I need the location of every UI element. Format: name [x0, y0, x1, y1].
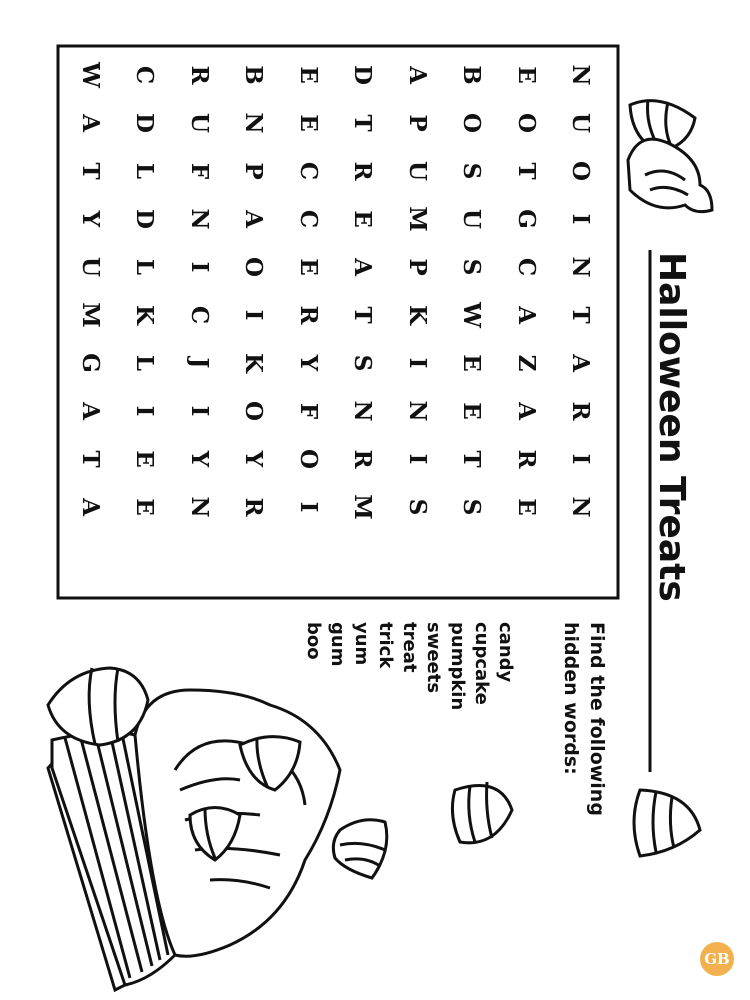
word-list-item: gum	[327, 622, 348, 667]
grid-letter[interactable]: M	[76, 302, 104, 328]
grid-letter[interactable]: R	[294, 305, 322, 325]
candy-piece-icon	[628, 139, 712, 212]
grid-letter[interactable]: P	[403, 258, 431, 276]
grid-letter[interactable]: A	[76, 402, 104, 420]
grid-letter[interactable]: K	[131, 305, 158, 325]
grid-letter[interactable]: G	[512, 209, 540, 229]
grid-letter[interactable]: D	[349, 65, 376, 85]
grid-letter[interactable]: O	[458, 112, 485, 134]
grid-letter[interactable]: T	[76, 162, 104, 180]
grid-letter[interactable]: A	[240, 210, 267, 228]
grid-letter[interactable]: E	[512, 498, 540, 516]
grid-letter[interactable]: A	[349, 258, 376, 276]
grid-letter[interactable]: N	[403, 400, 431, 422]
grid-letter[interactable]: J	[185, 357, 213, 369]
grid-letter[interactable]: E	[131, 450, 158, 468]
grid-letter[interactable]: R	[240, 497, 267, 517]
instructions-line-1: Find the following	[586, 622, 608, 816]
grid-letter[interactable]: U	[567, 112, 594, 134]
word-list-item: yum	[351, 622, 372, 666]
grid-letter[interactable]: I	[131, 405, 158, 417]
grid-letter[interactable]: A	[512, 402, 540, 420]
grid-letter[interactable]: B	[240, 65, 267, 85]
word-list-item: boo	[303, 622, 324, 660]
grid-letter[interactable]: E	[294, 114, 322, 132]
grid-letter[interactable]: T	[512, 162, 540, 180]
grid-letter[interactable]: Z	[512, 354, 540, 372]
grid-letter[interactable]: N	[567, 256, 594, 278]
grid-letter[interactable]: C	[185, 305, 213, 325]
grid-letter[interactable]: G	[76, 353, 104, 373]
grid-letter[interactable]: I	[240, 309, 267, 321]
grid-letter[interactable]: N	[567, 64, 594, 86]
grid-letter[interactable]: T	[349, 114, 376, 132]
grid-letter[interactable]: R	[512, 449, 540, 469]
grid-letter[interactable]: E	[294, 258, 322, 276]
grid-letter[interactable]: P	[240, 162, 267, 180]
grid-letter[interactable]: O	[240, 400, 267, 422]
candy-corn-icon	[452, 782, 512, 843]
grid-letter[interactable]: E	[294, 66, 322, 84]
grid-letter[interactable]: R	[349, 449, 376, 469]
grid-letter[interactable]: I	[403, 453, 431, 465]
grid-letter[interactable]: R	[185, 65, 213, 85]
grid-letter[interactable]: I	[567, 453, 594, 465]
grid-letter[interactable]: D	[131, 113, 158, 133]
grid-letter[interactable]: A	[76, 498, 104, 516]
grid-letter[interactable]: N	[185, 496, 213, 518]
grid-letter[interactable]: Y	[240, 450, 267, 468]
grid-letter[interactable]: S	[403, 498, 431, 516]
grid-letter[interactable]: D	[131, 209, 158, 229]
grid-letter[interactable]: I	[185, 261, 213, 273]
grid-letter[interactable]: Y	[185, 450, 213, 468]
grid-letter[interactable]: S	[458, 162, 485, 180]
grid-letter[interactable]: Y	[294, 354, 322, 372]
grid-letter[interactable]: E	[458, 402, 485, 420]
grid-letter[interactable]: S	[458, 258, 485, 276]
grid-letter[interactable]: L	[131, 162, 158, 180]
grid-letter[interactable]: I	[294, 501, 322, 513]
grid-letter[interactable]: E	[131, 498, 158, 516]
grid-letter[interactable]: I	[567, 213, 594, 225]
grid-letter[interactable]: E	[512, 66, 540, 84]
cupcake-icon	[48, 668, 340, 990]
grid-letter[interactable]: K	[240, 353, 267, 373]
grid-letter[interactable]: S	[458, 498, 485, 516]
word-list-item: pumpkin	[447, 622, 468, 711]
grid-letter[interactable]: C	[294, 161, 322, 181]
grid-letter[interactable]: B	[458, 65, 485, 85]
grid-letter[interactable]: L	[131, 354, 158, 372]
grid-letter[interactable]: W	[458, 302, 485, 328]
grid-letter[interactable]: I	[403, 357, 431, 369]
grid-letter[interactable]: Y	[76, 210, 104, 228]
grid-letter[interactable]: R	[349, 161, 376, 181]
grid-letter[interactable]: F	[294, 402, 322, 420]
grid-letter[interactable]: C	[512, 257, 540, 277]
grid-letter[interactable]: C	[131, 65, 158, 85]
grid-letter[interactable]: N	[567, 496, 594, 518]
grid-letter[interactable]: I	[185, 405, 213, 417]
grid-letter[interactable]: A	[403, 66, 431, 84]
grid-letter[interactable]: N	[349, 400, 376, 422]
grid-letter[interactable]: F	[185, 162, 213, 180]
candy-corn-icon	[333, 820, 386, 878]
word-list-item: sweets	[423, 622, 444, 694]
watermark-logo: GB	[700, 942, 734, 976]
grid-letter[interactable]: S	[349, 354, 376, 372]
grid-letter[interactable]: A	[76, 114, 104, 132]
candy-corn-icon	[634, 790, 700, 856]
word-list-item: trick	[375, 622, 396, 669]
grid-letter[interactable]: U	[185, 112, 213, 134]
instructions-line-2: hidden words:	[560, 622, 582, 775]
grid-letter[interactable]: E	[458, 354, 485, 372]
grid-letter[interactable]: M	[403, 206, 431, 232]
grid-letter[interactable]: N	[240, 112, 267, 134]
grid-letter[interactable]: W	[76, 62, 104, 88]
grid-letter[interactable]: M	[349, 494, 376, 520]
grid-letter[interactable]: N	[185, 208, 213, 230]
grid-letter[interactable]: O	[567, 160, 594, 182]
grid-letter[interactable]: A	[512, 306, 540, 324]
grid-letter[interactable]: T	[458, 450, 485, 468]
grid-letter[interactable]: E	[349, 210, 376, 228]
grid-letter[interactable]: U	[76, 256, 104, 278]
grid-letter[interactable]: K	[403, 305, 431, 325]
word-list-item: treat	[399, 622, 420, 673]
page-title: Halloween Treats	[651, 252, 692, 602]
grid-letter[interactable]: P	[403, 114, 431, 132]
grid-letter[interactable]: U	[458, 208, 485, 230]
grid-letter[interactable]: A	[567, 354, 594, 372]
grid-letter[interactable]: O	[512, 112, 540, 134]
grid-letter[interactable]: C	[294, 209, 322, 229]
word-list-item: cupcake	[471, 622, 492, 705]
word-list-item: candy	[495, 622, 516, 683]
grid-letter[interactable]: O	[240, 256, 267, 278]
grid-letter[interactable]: O	[294, 448, 322, 470]
grid-letter[interactable]: T	[349, 306, 376, 324]
grid-letter[interactable]: R	[567, 401, 594, 421]
grid-letter[interactable]: T	[567, 306, 594, 324]
grid-letter[interactable]: T	[76, 450, 104, 468]
grid-letter[interactable]: L	[131, 258, 158, 276]
grid-letter[interactable]: U	[403, 160, 431, 182]
